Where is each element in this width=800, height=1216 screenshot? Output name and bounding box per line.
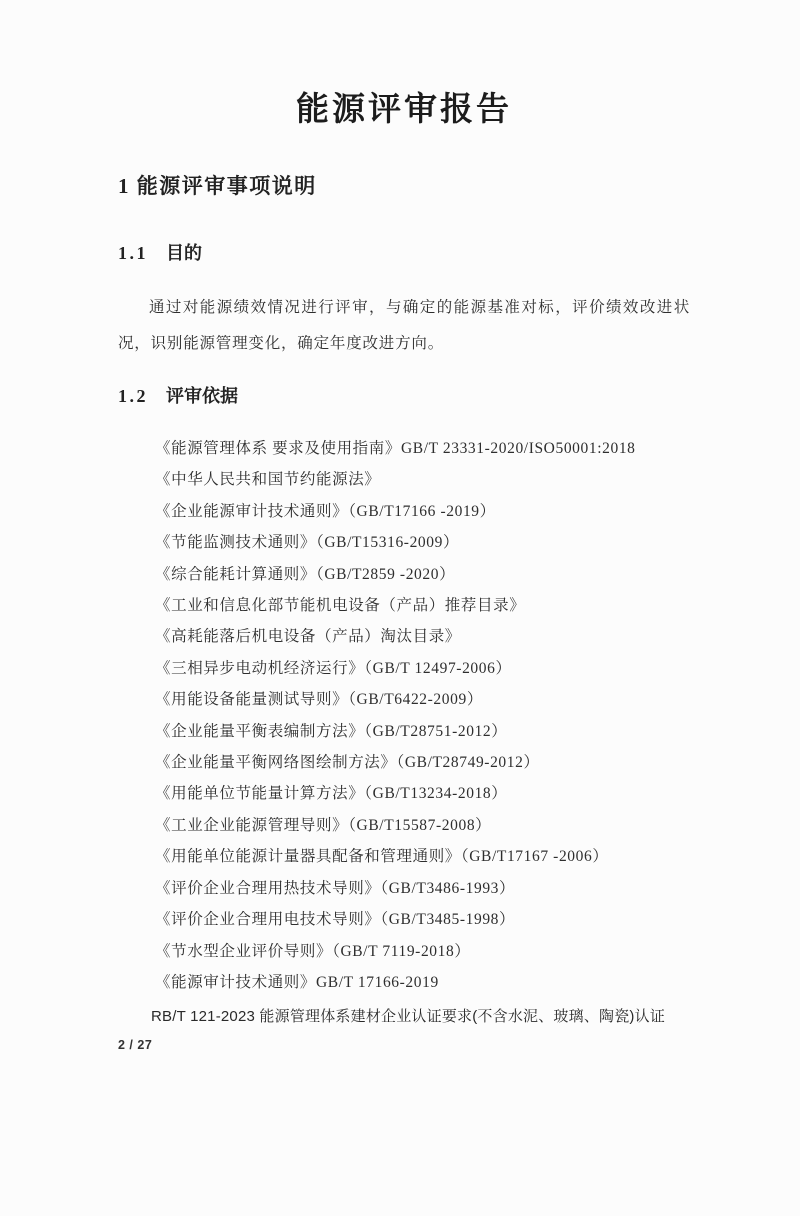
reference-item: 《能源管理体系 要求及使用指南》GB/T 23331-2020/ISO50001:2018 <box>155 440 636 457</box>
reference-item: 《工业和信息化部节能机电设备（产品）推荐目录》 <box>155 597 526 615</box>
section-1-1-number: 1.1 <box>118 243 148 263</box>
page-number: 2 / 27 <box>118 1037 153 1052</box>
section-1-2-heading <box>118 384 690 408</box>
document-page <box>0 86 800 1216</box>
reference-item: 《能源审计技术通则》GB/T 17166-2019 <box>155 973 439 991</box>
purpose-paragraph: 通过对能源绩效情况进行评审，与确定的能源基准对标，评价绩效改进状况，识别能源管理变化，确定年度改进方向。 <box>118 299 690 352</box>
reference-item-certification: RB/T 121-2023 能源管理体系建材企业认证要求(不含水泥、玻璃、陶瓷)认证 <box>151 1008 666 1026</box>
reference-item: 《企业能源审计技术通则》（GB/T17166 -2019） <box>155 502 496 520</box>
reference-item: 《企业能量平衡网络图绘制方法》（GB/T28749-2012） <box>155 754 540 772</box>
section-1-2-number: 1.2 <box>118 386 148 406</box>
reference-item: 《三相异步电动机经济运行》（GB/T 12497-2006） <box>155 659 512 677</box>
reference-item: 《中华人民共和国节约能源法》 <box>155 471 381 489</box>
reference-item: 《节水型企业评价导则》（GB/T 7119-2018） <box>155 942 471 960</box>
section-1-1-heading <box>118 241 690 265</box>
reference-item: 《用能单位节能量计算方法》（GB/T13234-2018） <box>155 785 508 803</box>
reference-item: 《评价企业合理用电技术导则》（GB/T3485-1998） <box>155 911 516 929</box>
reference-item: 《节能监测技术通则》（GB/T15316-2009） <box>155 534 460 552</box>
section-1-heading: 1 能源评审事项说明 <box>118 174 317 198</box>
reference-item: 《用能设备能量测试导则》（GB/T6422-2009） <box>155 691 483 709</box>
document-title: 能源评审报告 <box>296 92 512 128</box>
reference-item: 《用能单位能源计量器具配备和管理通则》（GB/T17167 -2006） <box>155 848 609 866</box>
reference-item: 《企业能量平衡表编制方法》（GB/T28751-2012） <box>155 722 508 740</box>
reference-item: 《评价企业合理用热技术导则》（GB/T3486-1993） <box>155 879 516 897</box>
reference-item: 《综合能耗计算通则》（GB/T2859 -2020） <box>155 565 456 583</box>
section-1-1-title: 目的 <box>166 243 202 263</box>
section-1-2-title: 评审依据 <box>166 386 238 406</box>
reference-item: 《工业企业能源管理导则》（GB/T15587-2008） <box>155 816 492 834</box>
reference-list <box>118 433 690 1033</box>
reference-item: 《高耗能落后机电设备（产品）淘汰目录》 <box>155 628 461 646</box>
